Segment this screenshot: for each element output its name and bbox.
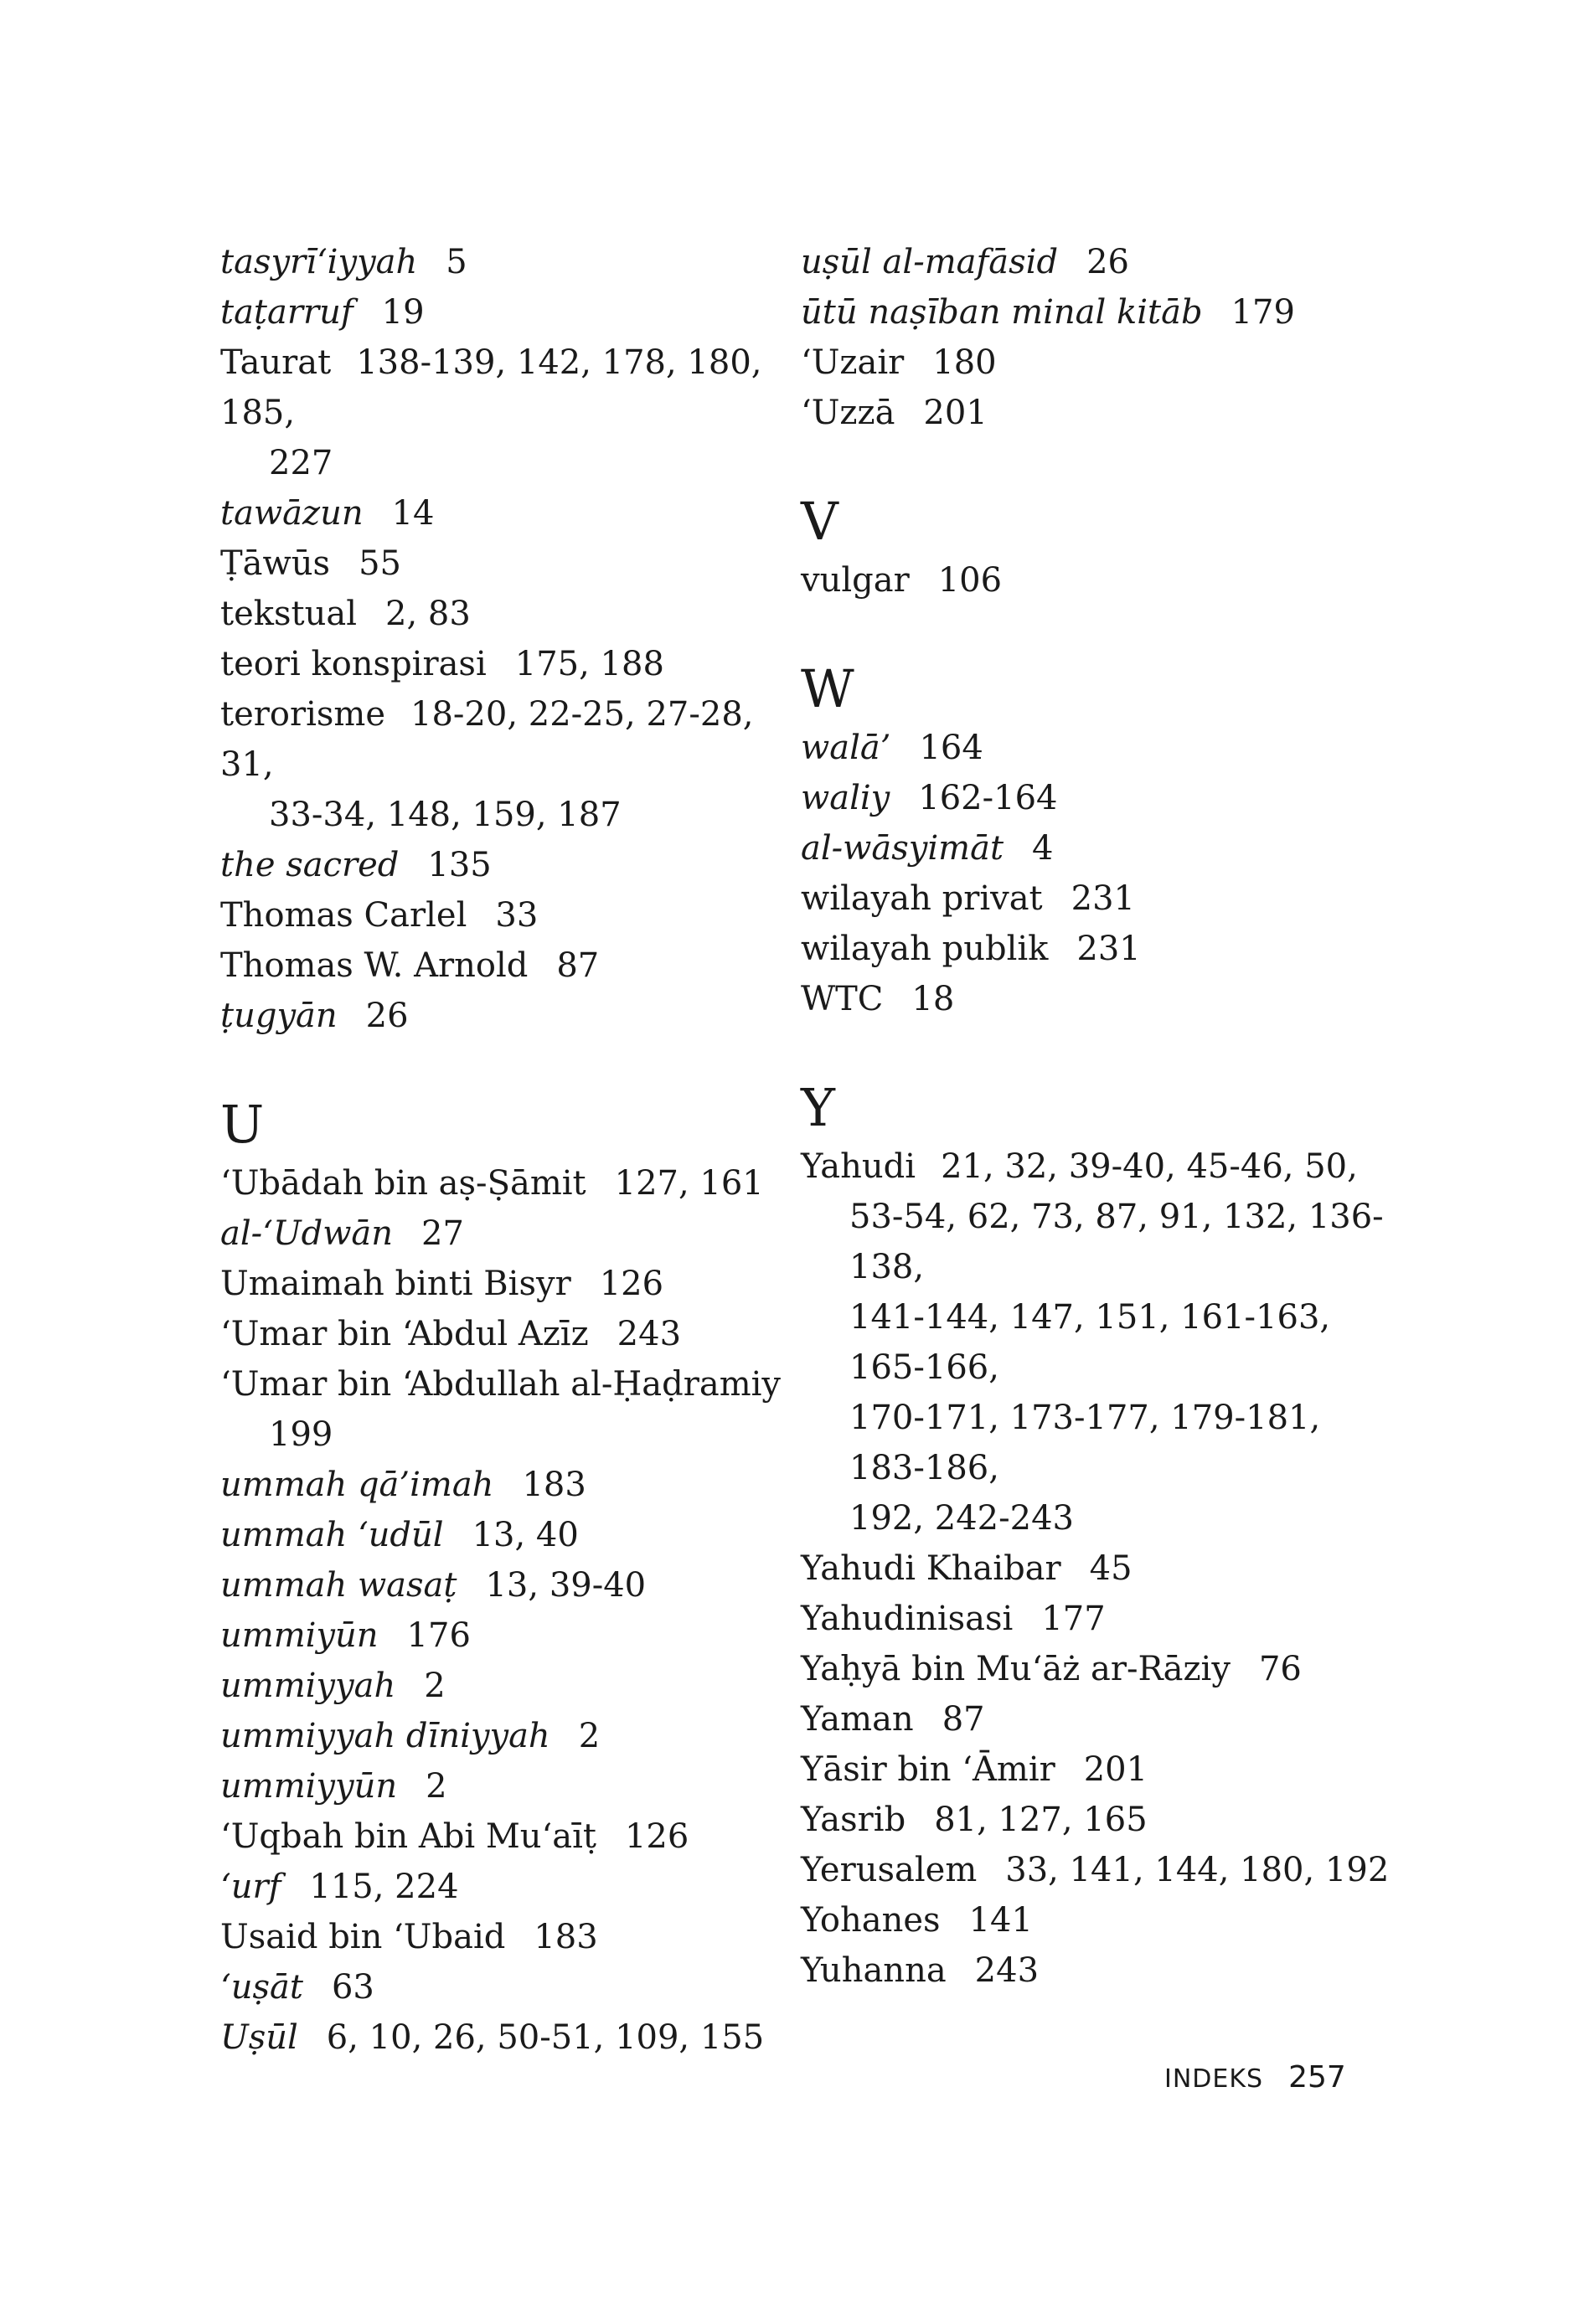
index-entry xyxy=(801,873,1404,924)
index-term: ‘Uzair xyxy=(801,343,905,382)
index-page-refs: 175, 188 xyxy=(514,645,664,683)
index-page-refs: 231 xyxy=(1076,930,1141,968)
index-page-refs: 19 xyxy=(381,293,425,332)
index-page-refs: 201 xyxy=(923,394,988,432)
running-footer-label: INDEKS xyxy=(1164,2064,1264,2094)
index-term: Yāsir bin ‘Āmir xyxy=(801,1750,1055,1789)
index-entry xyxy=(801,237,1404,287)
index-page-refs: 183 xyxy=(522,1466,586,1504)
index-entry xyxy=(220,1560,790,1610)
index-entry xyxy=(220,338,790,488)
index-page-refs: 115, 224 xyxy=(309,1868,459,1906)
index-entry xyxy=(801,1845,1404,1895)
index-page-refs: 14 xyxy=(391,494,435,533)
index-entry xyxy=(220,940,790,991)
index-page-refs-continued: 141-144, 147, 151, 161-163, 165-166, xyxy=(849,1298,1331,1387)
index-page-refs: 183 xyxy=(534,1918,598,1956)
index-page-refs: 5 xyxy=(446,243,467,281)
index-term: Yerusalem xyxy=(801,1851,978,1889)
index-entry xyxy=(220,1208,790,1259)
section-heading-u: U xyxy=(220,1094,265,1155)
index-page-refs: 231 xyxy=(1071,879,1135,918)
index-page-refs: 87 xyxy=(556,946,600,985)
index-page-refs: 4 xyxy=(1032,829,1054,868)
index-term: Yohanes xyxy=(801,1901,941,1940)
index-entry xyxy=(220,2012,790,2063)
index-entry xyxy=(801,723,1404,773)
index-page-refs: 127, 161 xyxy=(614,1164,764,1203)
index-page-refs: 162-164 xyxy=(918,779,1058,817)
index-page-refs-continued: 33-34, 148, 159, 187 xyxy=(269,796,622,834)
index-page-refs: 76 xyxy=(1258,1650,1302,1688)
index-entry xyxy=(801,555,1404,605)
index-page-refs-continued: 170-171, 173-177, 179-181, 183-186, xyxy=(849,1399,1321,1487)
index-entry xyxy=(220,1510,790,1560)
index-term: ‘urf xyxy=(220,1868,281,1906)
index-term: WTC xyxy=(801,980,884,1018)
index-page-refs: 126 xyxy=(599,1265,664,1303)
index-term: uṣūl al-mafāsid xyxy=(801,243,1059,281)
index-term: ummiyyah dīniyyah xyxy=(220,1717,550,1755)
index-entry xyxy=(220,1711,790,1761)
index-page-refs: 126 xyxy=(624,1817,689,1856)
index-page-refs: 180 xyxy=(932,343,997,382)
index-term: teori konspirasi xyxy=(220,645,487,683)
index-entry xyxy=(220,689,790,840)
index-term: ummah qā’imah xyxy=(220,1466,494,1504)
index-term: ūtū naṣīban minal kitāb xyxy=(801,293,1203,332)
index-entry xyxy=(220,1661,790,1711)
index-entry xyxy=(220,589,790,639)
index-entry xyxy=(220,991,790,1041)
index-entry xyxy=(801,924,1404,974)
page-number: 257 xyxy=(1288,2060,1346,2095)
index-entry xyxy=(801,773,1404,823)
index-entry xyxy=(801,1543,1404,1594)
index-page-refs: 33 xyxy=(495,896,539,935)
entry-group-u-cont xyxy=(801,237,1404,438)
entry-group-y xyxy=(801,1141,1404,1996)
index-term: walā’ xyxy=(801,729,891,767)
index-term: Yahudinisasi xyxy=(801,1600,1014,1638)
index-term: al-‘Udwān xyxy=(220,1214,394,1253)
index-page-refs: 201 xyxy=(1083,1750,1148,1789)
index-page-refs: 26 xyxy=(1086,243,1129,281)
index-term: ummiyyūn xyxy=(220,1767,398,1806)
index-page-refs-continued: 53-54, 62, 73, 87, 91, 132, 136-138, xyxy=(849,1198,1384,1286)
index-term: ummah ‘udūl xyxy=(220,1516,444,1554)
index-term: ‘Umar bin ‘Abdul Azīz xyxy=(220,1315,589,1353)
index-entry xyxy=(220,840,790,890)
index-entry xyxy=(220,1811,790,1862)
index-term: Yaman xyxy=(801,1700,914,1739)
index-term: ummiyyah xyxy=(220,1667,396,1705)
index-page-refs: 2, 83 xyxy=(385,595,471,633)
index-term: Ṭāwūs xyxy=(220,544,331,583)
index-page-refs: 6, 10, 26, 50-51, 109, 155 xyxy=(326,2018,765,2057)
index-entry xyxy=(220,237,790,287)
entry-group-u xyxy=(220,1158,790,2063)
index-entry xyxy=(220,538,790,589)
index-entry xyxy=(220,488,790,538)
index-term: Yuhanna xyxy=(801,1951,947,1990)
index-page-refs: 13, 39-40 xyxy=(485,1566,647,1605)
index-page-refs: 33, 141, 144, 180, 192 xyxy=(1005,1851,1390,1889)
index-entry xyxy=(220,639,790,689)
index-term: Umaimah binti Bisyr xyxy=(220,1265,571,1303)
index-page-refs: 21, 32, 39-40, 45-46, 50, xyxy=(941,1147,1358,1186)
index-page-refs: 45 xyxy=(1089,1549,1133,1588)
index-page-refs: 164 xyxy=(919,729,983,767)
index-entry xyxy=(801,1895,1404,1945)
index-entry xyxy=(220,1460,790,1510)
index-entry xyxy=(220,1912,790,1962)
index-page-refs: 2 xyxy=(424,1667,446,1705)
index-term: ‘Uqbah bin Abi Mu‘aīṭ xyxy=(220,1817,596,1856)
index-page-refs: 18 xyxy=(911,980,955,1018)
index-entry xyxy=(801,388,1404,438)
index-term: ‘Umar bin ‘Abdullah al-Ḥaḍramiy xyxy=(220,1365,782,1404)
index-term: Usaid bin ‘Ubaid xyxy=(220,1918,506,1956)
section-heading-y: Y xyxy=(801,1077,835,1138)
index-term: tekstual xyxy=(220,595,357,633)
index-page-refs: 138-139, 142, 178, 180, 185, xyxy=(220,343,762,432)
index-entry xyxy=(220,1761,790,1811)
index-entry xyxy=(801,1744,1404,1795)
index-page-refs: 13, 40 xyxy=(472,1516,579,1554)
index-entry xyxy=(220,1962,790,2012)
index-term: Yaḥyā bin Mu‘āż ar-Rāziy xyxy=(801,1650,1231,1688)
page-footer xyxy=(1164,2060,1466,2095)
index-term: wilayah publik xyxy=(801,930,1049,968)
index-term: the sacred xyxy=(220,846,400,884)
index-page-refs: 81, 127, 165 xyxy=(934,1801,1148,1839)
index-term: waliy xyxy=(801,779,890,817)
index-page-refs: 177 xyxy=(1041,1600,1106,1638)
index-entry xyxy=(220,1610,790,1661)
index-term: Yahudi xyxy=(801,1147,916,1186)
index-page-refs: 27 xyxy=(421,1214,464,1253)
index-page-refs: 87 xyxy=(942,1700,985,1739)
section-heading-v: V xyxy=(801,491,838,552)
index-entry xyxy=(220,890,790,940)
index-page-refs: 179 xyxy=(1231,293,1295,332)
index-entry xyxy=(801,1644,1404,1694)
entry-group-w xyxy=(801,723,1404,1024)
index-term: al-wāsyimāt xyxy=(801,829,1004,868)
index-entry xyxy=(220,1309,790,1359)
index-entry xyxy=(220,1259,790,1309)
index-page-refs: 141 xyxy=(968,1901,1033,1940)
index-term: tasyrī‘iyyah xyxy=(220,243,418,281)
index-column-left xyxy=(220,237,790,2063)
index-term: tawāzun xyxy=(220,494,364,533)
index-term: Thomas Carlel xyxy=(220,896,467,935)
index-term: taṭarruf xyxy=(220,293,353,332)
index-term: Taurat xyxy=(220,343,332,382)
index-term: terorisme xyxy=(220,695,385,734)
index-entry xyxy=(220,1862,790,1912)
entry-group-t xyxy=(220,237,790,1041)
index-entry xyxy=(801,338,1404,388)
index-page-refs: 18-20, 22-25, 27-28, 31, xyxy=(220,695,754,784)
index-term: Yasrib xyxy=(801,1801,906,1839)
index-term: ṭugyān xyxy=(220,997,338,1035)
index-term: Uṣūl xyxy=(220,2018,298,2057)
index-entry xyxy=(801,287,1404,338)
entry-group-v xyxy=(801,555,1404,605)
index-term: vulgar xyxy=(801,561,910,600)
index-term: ummah wasaṭ xyxy=(220,1566,457,1605)
index-page-refs: 243 xyxy=(617,1315,682,1353)
index-entry xyxy=(801,1141,1404,1543)
index-page-refs-continued: 227 xyxy=(269,444,333,482)
index-column-right xyxy=(801,237,1404,1996)
index-entry xyxy=(801,1694,1404,1744)
index-entry xyxy=(220,1158,790,1208)
index-entry xyxy=(801,1945,1404,1996)
index-page-refs: 55 xyxy=(359,544,401,583)
section-heading-w: W xyxy=(801,658,854,719)
index-page-refs-continued: 199 xyxy=(269,1415,333,1454)
index-page-refs: 2 xyxy=(426,1767,447,1806)
index-page-refs: 63 xyxy=(331,1968,374,2007)
index-term: Thomas W. Arnold xyxy=(220,946,529,985)
index-entry xyxy=(220,287,790,338)
index-term: ‘Ubādah bin aṣ-Ṣāmit xyxy=(220,1164,586,1203)
index-page-refs-continued: 192, 242-243 xyxy=(849,1499,1074,1538)
index-term: Yahudi Khaibar xyxy=(801,1549,1061,1588)
index-page-refs: 106 xyxy=(937,561,1003,600)
index-page-refs: 176 xyxy=(406,1616,471,1655)
index-page-refs: 243 xyxy=(974,1951,1040,1990)
index-page-refs: 2 xyxy=(578,1717,601,1755)
index-term: wilayah privat xyxy=(801,879,1043,918)
index-page-refs: 135 xyxy=(427,846,492,884)
index-page-refs: 26 xyxy=(365,997,409,1035)
index-entry xyxy=(801,974,1404,1024)
index-entry xyxy=(801,823,1404,873)
index-entry xyxy=(801,1594,1404,1644)
index-term: ‘uṣāt xyxy=(220,1968,303,2007)
index-term: ‘Uzzā xyxy=(801,394,895,432)
index-entry xyxy=(801,1795,1404,1845)
index-term: ummiyūn xyxy=(220,1616,379,1655)
index-entry xyxy=(220,1359,790,1460)
